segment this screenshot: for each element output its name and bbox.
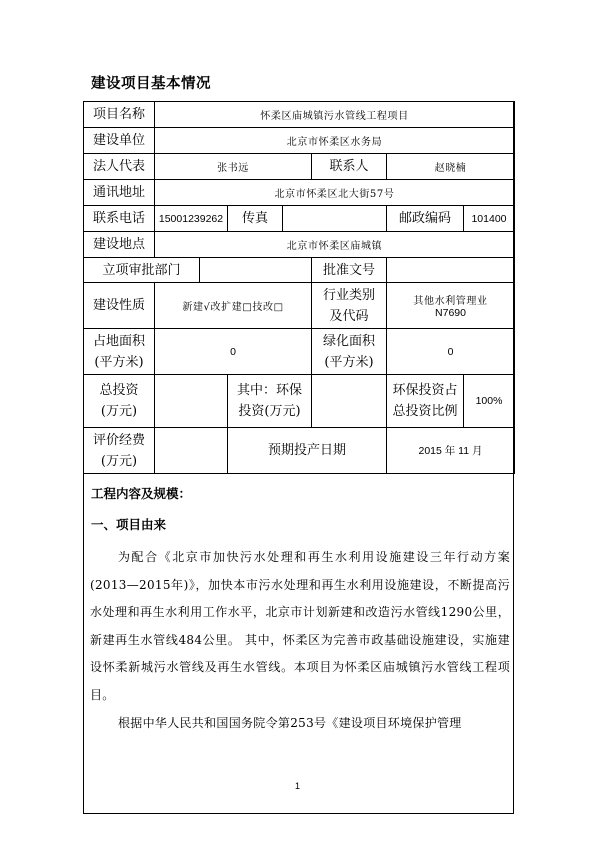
section-origin-title: 一、项目由来 <box>91 517 167 532</box>
value-invest <box>155 375 228 428</box>
value-builder: 北京市怀柔区水务局 <box>155 128 515 154</box>
value-address: 北京市怀柔区北大街57号 <box>155 180 515 206</box>
label-phone: 联系电话 <box>84 206 155 232</box>
label-area-line1: 占地面积 <box>92 333 145 349</box>
label-invest <box>84 375 155 428</box>
label-eval-line2: (万元) <box>100 453 138 469</box>
value-industry-name: 其他水利管理业 <box>413 296 488 307</box>
label-ratio-line2: 总投资比例 <box>392 404 458 419</box>
label-industry-line2: 及代码 <box>329 308 369 324</box>
label-invest-line1: 总投资 <box>99 383 139 398</box>
label-date: 预期投产日期 <box>228 428 387 474</box>
label-approval-dept: 立项审批部门 <box>84 258 200 283</box>
label-location: 建设地点 <box>84 232 155 258</box>
value-industry <box>387 283 515 329</box>
label-nature: 建设性质 <box>84 283 155 329</box>
label-eval-line1: 评价经费 <box>92 432 145 448</box>
label-area-line2: (平方米) <box>94 354 144 370</box>
label-industry <box>312 283 387 329</box>
label-contact: 联系人 <box>312 154 387 180</box>
label-env-invest-line2: 投资(万元) <box>238 404 301 419</box>
value-contact: 赵晓楠 <box>387 154 515 180</box>
label-address: 通讯地址 <box>84 180 155 206</box>
value-legal-rep: 张书远 <box>155 154 312 180</box>
label-env-invest-line1: 其中：环保 <box>236 383 302 398</box>
label-industry-line1: 行业类别 <box>322 287 375 303</box>
label-env-invest <box>228 375 312 428</box>
label-ratio <box>387 375 464 428</box>
value-industry-code: N7690 <box>435 307 466 319</box>
label-green-line1: 绿化面积 <box>322 333 375 349</box>
section-content-title: 工程内容及规模： <box>91 486 192 501</box>
value-approval-dept <box>200 258 312 283</box>
project-info-table <box>83 101 515 474</box>
value-ratio: 100% <box>464 375 515 428</box>
page-title: 建设项目基本情况 <box>91 76 211 92</box>
value-project-name: 怀柔区庙城镇污水管线工程项目 <box>155 102 515 128</box>
value-fax <box>283 206 387 232</box>
value-area: 0 <box>155 329 312 375</box>
value-location: 北京市怀柔区庙城镇 <box>155 232 515 258</box>
label-area <box>84 329 155 375</box>
page-number: 1 <box>294 781 300 791</box>
label-ratio-line1: 环保投资占 <box>392 383 458 398</box>
label-eval <box>84 428 155 474</box>
label-approval-no: 批准文号 <box>312 258 387 283</box>
label-fax: 传真 <box>228 206 283 232</box>
value-env-invest <box>312 375 387 428</box>
label-invest-line2: (万元) <box>100 404 138 419</box>
value-postcode: 101400 <box>464 206 515 232</box>
paragraph-regulation: 根据中华人民共和国国务院令第253号《建设项目环境保护管理 <box>118 716 462 730</box>
label-legal-rep: 法人代表 <box>84 154 155 180</box>
value-phone: 15001239262 <box>155 206 228 232</box>
label-green <box>312 329 387 375</box>
value-nature: 新建√改扩建□技改□ <box>155 283 312 329</box>
label-green-line2: (平方米) <box>324 354 374 370</box>
value-date: 2015 年 11 月 <box>387 428 515 474</box>
label-project-name: 项目名称 <box>84 102 155 128</box>
label-builder: 建设单位 <box>84 128 155 154</box>
label-postcode: 邮政编码 <box>387 206 464 232</box>
value-green: 0 <box>387 329 515 375</box>
value-approval-no <box>387 258 515 283</box>
value-eval <box>155 428 228 474</box>
paragraph-origin: 为配合《北京市加快污水处理和再生水利用设施建设三年行动方案(2013—2015年)》，加快本市污水处理和再生水利用设施建设，不断提高污水处理和再生水利用工作水平，北京市计划新建和改造污水管线1290公里，新建再生水管线484公里。 其中，怀柔区为完善市政基础设施建设，实施建设怀柔新城污水管线及再生水管线。本项目为怀柔区庙城镇污水管线工程项目。 <box>90 550 510 702</box>
